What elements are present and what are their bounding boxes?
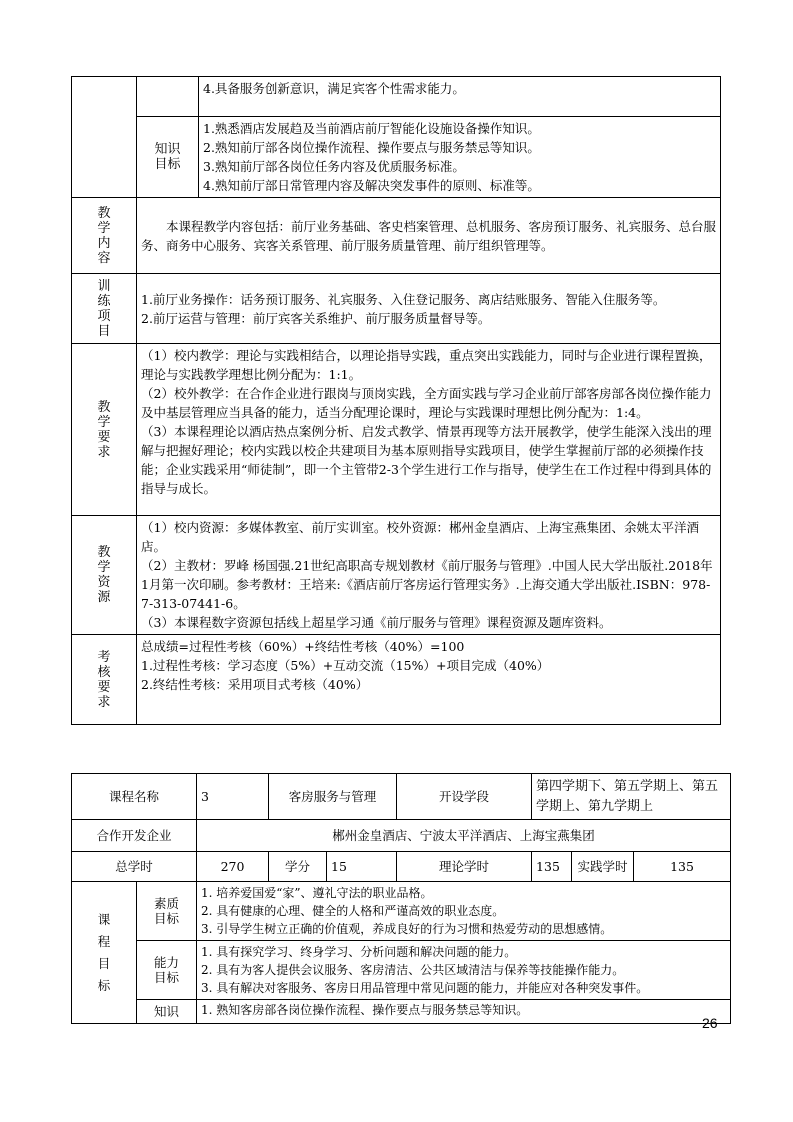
teaching-requirements-label — [72, 344, 137, 516]
semester-value — [532, 774, 731, 820]
theory-hours — [532, 852, 572, 882]
ability-line: 3. 具有解决对客服务、客房日用品管理中常见问题的能力，并能应对各种突发事件。 — [201, 981, 649, 995]
label-part: 能力 — [154, 955, 180, 970]
teaching-requirements-list — [137, 344, 721, 516]
resource-line: （3）本课程数字资源包括线上超星学习通《前厅服务与管理》课程资源及题库资料。 — [141, 615, 612, 630]
value-text: 270 — [220, 859, 245, 874]
teaching-resources-label — [72, 516, 137, 635]
label-text: 课程名称 — [109, 789, 160, 804]
quality-goal-label — [137, 882, 197, 941]
training-list — [137, 274, 721, 344]
label-text: 合作开发企业 — [96, 828, 172, 843]
label-part: 项 — [97, 308, 111, 324]
knowledge-line: 1.熟悉酒店发展趋及当前酒店前厅智能化设施设备操作知识。 — [203, 121, 540, 136]
label-part: 源 — [97, 590, 111, 605]
assessment-list — [137, 635, 721, 725]
label-text: 理论学时 — [439, 859, 490, 874]
assessment-line: 1.过程性考核：学习态度（5%）+互动交流（15%）+项目完成（40%） — [141, 658, 550, 673]
quality-line: 1. 培养爱国爱“家”、遵礼守法的职业品格。 — [201, 886, 433, 900]
quality-line: 2. 具有健康的心理、健全的人格和严谨高效的职业态度。 — [201, 904, 505, 918]
credit — [327, 852, 397, 882]
label-part: 标 — [97, 977, 111, 993]
assessment-line: 2.终结性考核：采用项目式考核（40%） — [141, 677, 369, 692]
label-part: 素质 — [154, 896, 180, 911]
quality-line: 3. 引导学生树立正确的价值观，养成良好的行为习惯和热爱劳动的思想感情。 — [201, 922, 613, 936]
label-text: 知识 — [154, 1004, 180, 1019]
knowledge-line: 3.熟知前厅部各岗位任务内容及优质服务标准。 — [203, 159, 465, 174]
sub-label-empty — [137, 77, 199, 117]
label-part: 内 — [97, 235, 111, 251]
label-part: 容 — [97, 250, 111, 266]
practice-hours — [634, 852, 731, 882]
label-part: 考 — [97, 649, 111, 665]
value-text: 3 — [201, 789, 209, 804]
label-part: 目 — [97, 323, 111, 339]
label-part: 目 — [97, 955, 111, 971]
label-part: 训 — [97, 278, 111, 294]
value-text: 客房服务与管理 — [288, 789, 377, 804]
semester-label — [397, 774, 532, 820]
requirement-line: （3）本课程理论以酒店热点案例分析、启发式教学、情景再现等方法开展教学，使学生能深入浅出的理解与把握好理论；校内实践以校企共建项目为基本原则指导实践项目，使学生掌握前厅部的必须操作技能；企业实践采用“师徒制”，即一个主管带2-3个学生进行工作与指导，使学生在工作过程中得到具体的指导与成长。 — [141, 424, 712, 496]
value-text: 135 — [670, 859, 694, 874]
theory-hours-label — [397, 852, 532, 882]
label-text: 学分 — [285, 859, 311, 874]
assessment-label — [72, 635, 137, 725]
quality-goal-text: 4.具备服务创新意识，满足宾客个性需求能力。 — [203, 81, 465, 96]
page-number: 26 — [702, 1015, 718, 1031]
course-no — [197, 774, 269, 820]
label-part: 目标 — [154, 911, 180, 926]
value-text: 15 — [331, 859, 347, 874]
content-text: 本课程教学内容包括：前厅业务基础、客史档案管理、总机服务、客房预订服务、礼宾服务、总台服务、商务中心服务、宾客关系管理、前厅服务质量管理、前厅组织管理等。 — [141, 218, 717, 253]
teaching-resources-list — [137, 516, 721, 635]
label-part: 知识 — [154, 142, 181, 157]
label-part: 教 — [97, 545, 111, 560]
course-goals-label — [72, 882, 137, 1024]
value-text: 郴州金皇酒店、宁波太平洋酒店、上海宝燕集团 — [332, 828, 595, 843]
teaching-content-text — [137, 198, 721, 274]
label-part: 要 — [97, 679, 111, 695]
knowledge-line: 4.熟知前厅部日常管理内容及解决突发事件的原则、标准等。 — [203, 178, 540, 193]
label-part: 练 — [97, 293, 111, 309]
resource-line: （2）主教材：罗峰 杨国强.21世纪高职高专规划教材《前厅服务与管理》.中国人民大学出版社.2018年1月第一次印刷。参考教材：王培来:《酒店前厅客房运行管理实务》.上海交通大学出版社.ISBN：978-7-313-07441-6。 — [141, 558, 713, 611]
training-label — [72, 274, 137, 344]
credit-label — [269, 852, 327, 882]
requirement-line: （2）校外教学：在合作企业进行跟岗与顶岗实践，全方面实践与学习企业前厅部客房部各岗位操作能力及中基层管理应当具备的能力，适当分配理论课时，理论与实践课时理想比例分配为：1:4。 — [141, 386, 712, 420]
label-text: 总学时 — [115, 859, 153, 874]
course-table-continued — [71, 76, 721, 725]
label-cell-empty — [72, 77, 137, 198]
knowledge-line: 2.熟知前厅部各岗位操作流程、操作要点与服务禁忌等知识。 — [203, 140, 540, 155]
partner-label — [72, 820, 197, 852]
label-part: 目标 — [154, 157, 181, 172]
knowledge-goal-label — [137, 1000, 197, 1024]
knowledge-goal-list — [199, 117, 721, 198]
practice-hours-label — [572, 852, 634, 882]
ability-goal-list — [197, 941, 731, 1000]
knowledge-goal-label — [137, 117, 199, 198]
total-hours — [197, 852, 269, 882]
value-text: 135 — [536, 859, 560, 874]
total-hours-label — [72, 852, 197, 882]
assessment-line: 总成绩=过程性考核（60%）+终结性考核（40%）=100 — [141, 639, 465, 654]
ability-line: 1. 具有探究学习、终身学习、分析问题和解决问题的能力。 — [201, 945, 517, 959]
label-part: 教 — [97, 205, 111, 221]
quality-goal-item-4 — [199, 77, 721, 117]
training-line: 2.前厅运营与管理：前厅宾客关系维护、前厅服务质量督导等。 — [141, 310, 491, 326]
label-part: 教 — [97, 399, 111, 415]
course-name — [269, 774, 397, 820]
label-text: 实践学时 — [577, 859, 628, 874]
teaching-content-label — [72, 198, 137, 274]
label-part: 要 — [97, 429, 111, 445]
label-text: 开设学段 — [439, 789, 490, 804]
resource-line: （1）校内资源：多媒体教室、前厅实训室。校外资源：郴州金皇酒店、上海宝燕集团、余姚太平洋酒店。 — [141, 520, 699, 554]
ability-line: 2. 具有为客人提供会议服务、客房清洁、公共区域清洁与保养等技能操作能力。 — [201, 963, 625, 977]
quality-goal-list — [197, 882, 731, 941]
label-part: 资 — [97, 575, 111, 590]
label-part: 学 — [97, 220, 111, 236]
label-part: 目标 — [154, 970, 180, 985]
label-part: 核 — [97, 664, 111, 680]
label-part: 求 — [97, 694, 111, 710]
label-part: 学 — [97, 560, 111, 575]
course-table-room-service — [71, 773, 731, 1024]
ability-goal-label — [137, 941, 197, 1000]
course-name-label — [72, 774, 197, 820]
requirement-line: （1）校内教学：理论与实践相结合，以理论指导实践，重点突出实践能力，同时与企业进行课程置换，理论与实践教学理想比例分配为：1:1。 — [141, 348, 712, 382]
knowledge-line: 1. 熟知客房部各岗位操作流程、操作要点与服务禁忌等知识。 — [201, 1003, 529, 1017]
training-line: 1.前厅业务操作：话务预订服务、礼宾服务、入住登记服务、离店结账服务、智能入住服务等。 — [141, 291, 666, 307]
label-part: 求 — [97, 444, 111, 460]
label-part: 程 — [97, 933, 111, 949]
knowledge-goal-list — [197, 1000, 731, 1024]
label-part: 学 — [97, 414, 111, 430]
label-part: 课 — [97, 911, 111, 927]
partner-value — [197, 820, 731, 852]
value-text: 第四学期下、第五学期上、第五学期上、第九学期上 — [536, 778, 719, 814]
